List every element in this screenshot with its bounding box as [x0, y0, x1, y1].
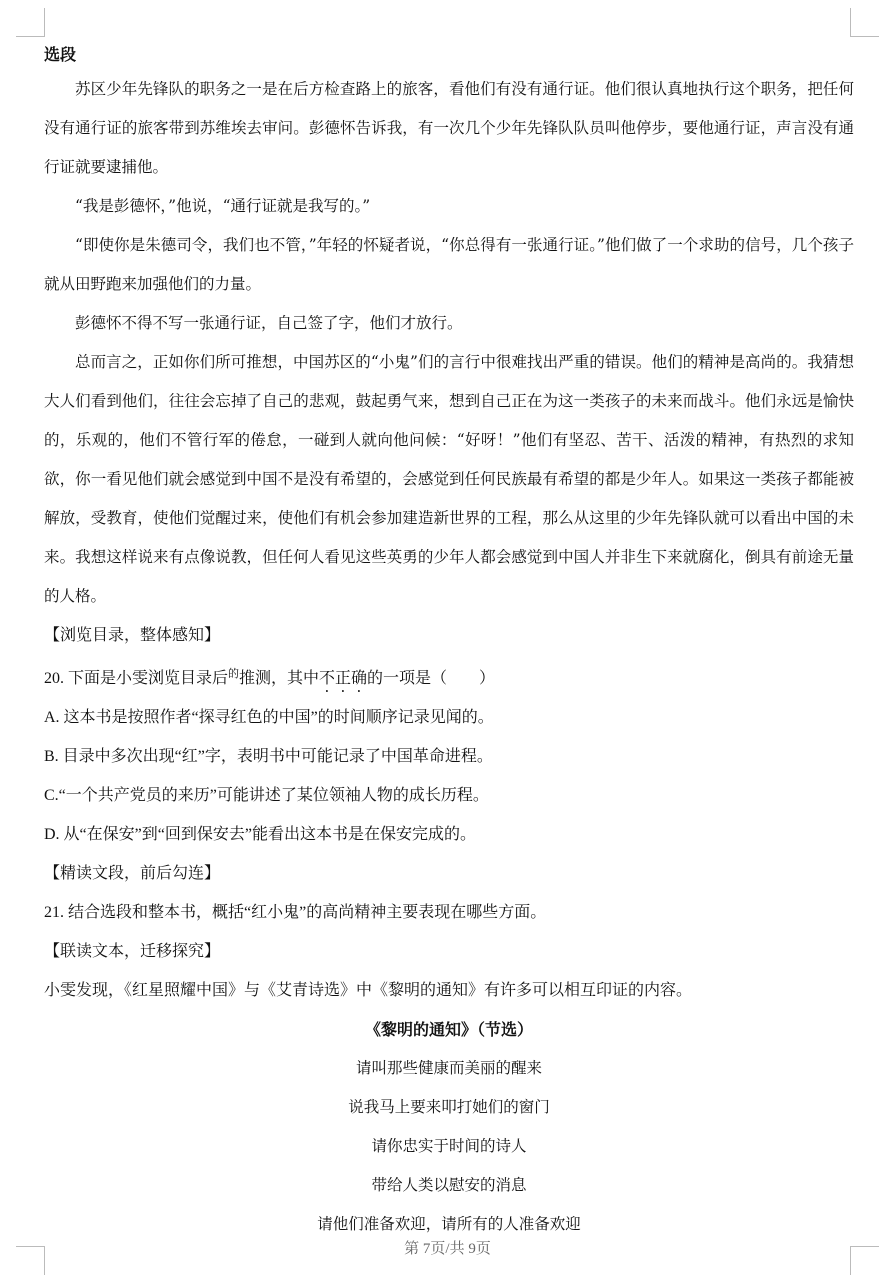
q20-middle: 推测，其中: [239, 670, 320, 687]
passage-paragraph-5: 总而言之，正如你们所可推想，中国苏区的“小鬼”们的言行中很难找出严重的错误。他们的精神是高尚的。我猜想大人们看到他们，往往会忘掉了自己的悲观，鼓起勇气来，想到自己正在为这一类孩子的未来而战斗。他们永远是愉快的，乐观的，他们不管行军的倦怠，一碰到人就向他问候：“好呀！”他们有坚忍、苦干、活泼的精神，有热烈的求知欲，你一看见他们就会感觉到中国不是没有希望的，会感觉到任何民族最有希望的都是少年人。如果这一类孩子都能被解放，受教育，使他们觉醒过来，使他们有机会参加建造新世界的工程，那么从这里的少年先锋队就可以看出中国的未来。我想这样说来有点像说教，但任何人看见这些英勇的少年人都会感觉到中国人并非生下来就腐化，倒具有前途无量的人格。: [44, 353, 854, 605]
section-heading: 选段: [44, 45, 77, 64]
passage-paragraph-4: 彭德怀不得不写一张通行证，自己签了字，他们才放行。: [75, 314, 463, 332]
q20-emphasis: 不正确: [319, 670, 368, 687]
passage-paragraph-2: “我是彭德怀，”他说，“通行证就是我写的。”: [75, 197, 371, 215]
section-label-browse: 【浏览目录，整体感知】: [44, 627, 221, 644]
question-21: 21. 结合选段和整本书，概括“红小鬼”的高尚精神主要表现在哪些方面。: [44, 904, 547, 921]
section-label-close-reading: 【精读文段，前后勾连】: [44, 865, 221, 882]
q20-suffix: 的一项是（ ）: [367, 670, 496, 687]
q20-stray-mark: 的: [228, 668, 240, 680]
option-c: C.“一个共产党员的来历”可能讲述了某位领袖人物的成长历程。: [44, 787, 489, 804]
poem-line: 请你忠实于时间的诗人: [371, 1137, 527, 1155]
cross-reading-intro: 小雯发现，《红星照耀中国》与《艾青诗选》中《黎明的通知》有许多可以相互印证的内容。: [44, 982, 693, 999]
question-20: [44, 655, 854, 698]
section-label-cross-reading: 【联读文本，迁移探究】: [44, 943, 221, 960]
passage-paragraph-1: 苏区少年先锋队的职务之一是在后方检查路上的旅客，看他们有没有通行证。他们很认真地执行这个职务，把任何没有通行证的旅客带到苏维埃去审问。彭德怀告诉我，有一次几个少年先锋队队员叫他停步，要他通行证，声言没有通行证就要逮捕他。: [44, 80, 854, 176]
page-content: [44, 40, 854, 1244]
page-number-footer: 第 7页/共 9页: [404, 1241, 491, 1257]
passage-paragraph-3: “即使你是朱德司令，我们也不管，”年轻的怀疑者说，“你总得有一张通行证。”他们做了一个求助的信号，几个孩子就从田野跑来加强他们的力量。: [44, 236, 854, 293]
option-d: D. 从“在保安”到“回到保安去”能看出这本书是在保安完成的。: [44, 826, 476, 843]
option-b: B. 目录中多次出现“红”字，表明书中可能记录了中国革命进程。: [44, 748, 493, 765]
poem-line: 请叫那些健康而美丽的醒来: [355, 1059, 542, 1077]
poem-line: 带给人类以慰安的消息: [371, 1176, 527, 1194]
poem-line: 说我马上要来叩打她们的窗门: [348, 1098, 550, 1116]
crop-mark-top-left: [16, 8, 45, 37]
poem-title: 《黎明的通知》（节选）: [364, 1020, 533, 1039]
poem-line: 请他们准备欢迎，请所有的人准备欢迎: [317, 1215, 581, 1233]
q20-prefix: 20. 下面是小雯浏览目录后: [44, 670, 229, 687]
crop-mark-top-right: [850, 8, 879, 37]
option-a: A. 这本书是按照作者“探寻红色的中国”的时间顺序记录见闻的。: [44, 709, 494, 726]
